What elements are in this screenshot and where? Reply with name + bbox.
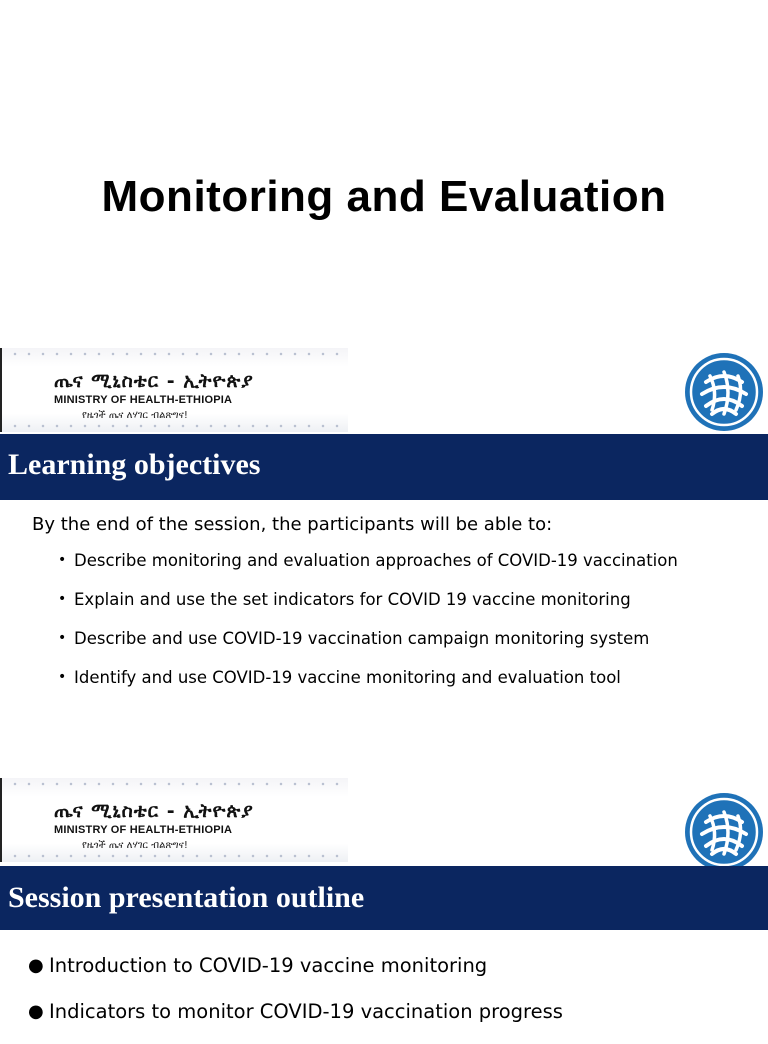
ministry-english-name: MINISTRY OF HEALTH-ETHIOPIA xyxy=(54,824,233,836)
objectives-list xyxy=(58,546,710,702)
slide-heading: Learning objectives xyxy=(8,448,261,481)
slide-session-outline xyxy=(0,778,768,1024)
title-slide xyxy=(0,0,768,348)
outline-list xyxy=(28,952,563,1044)
ministry-motto: የዜጎች ጤና ለሃገር ብልጽግና! xyxy=(82,410,188,421)
bullet-icon: ● xyxy=(28,1001,44,1022)
ministry-amharic-name: ጤና ሚኒስቴር - ኢትዮጵያ xyxy=(54,800,254,822)
ministry-motto: የዜጎች ጤና ለሃገር ብልጽግና! xyxy=(82,840,188,851)
decorative-dots xyxy=(8,854,344,858)
slide-title: Monitoring and Evaluation xyxy=(101,172,667,221)
ministry-english-name: MINISTRY OF HEALTH-ETHIOPIA xyxy=(54,394,233,406)
emblem-icon xyxy=(684,352,764,432)
slide-header-bar xyxy=(0,434,768,500)
list-item: • Identify and use COVID-19 vaccine monitoring and evaluation tool xyxy=(58,663,710,692)
bullet-icon: • xyxy=(58,669,67,685)
objectives-intro: By the end of the session, the participants will be able to: xyxy=(32,514,553,535)
slide-heading: Session presentation outline xyxy=(8,881,365,914)
bullet-icon: • xyxy=(58,591,67,607)
slide-learning-objectives xyxy=(0,348,768,748)
decorative-dots xyxy=(8,424,344,428)
bullet-icon: • xyxy=(58,630,67,646)
decorative-dots xyxy=(8,782,344,786)
slide-header-bar xyxy=(0,866,768,930)
ministry-logo xyxy=(0,348,348,432)
list-item: • Describe and use COVID-19 vaccination campaign monitoring system xyxy=(58,624,710,653)
emblem-icon xyxy=(684,792,764,872)
list-item: ● Introduction to COVID-19 vaccine monitoring xyxy=(28,952,563,980)
ministry-logo xyxy=(0,778,348,862)
bullet-icon: ● xyxy=(28,955,44,976)
list-item: • Explain and use the set indicators for COVID 19 vaccine monitoring xyxy=(58,585,710,614)
list-item: • Describe monitoring and evaluation approaches of COVID-19 vaccination xyxy=(58,546,710,575)
ministry-amharic-name: ጤና ሚኒስቴር - ኢትዮጵያ xyxy=(54,370,254,392)
bullet-icon: • xyxy=(58,552,67,568)
decorative-dots xyxy=(8,352,344,356)
list-item: ● Indicators to monitor COVID-19 vaccination progress xyxy=(28,998,563,1026)
